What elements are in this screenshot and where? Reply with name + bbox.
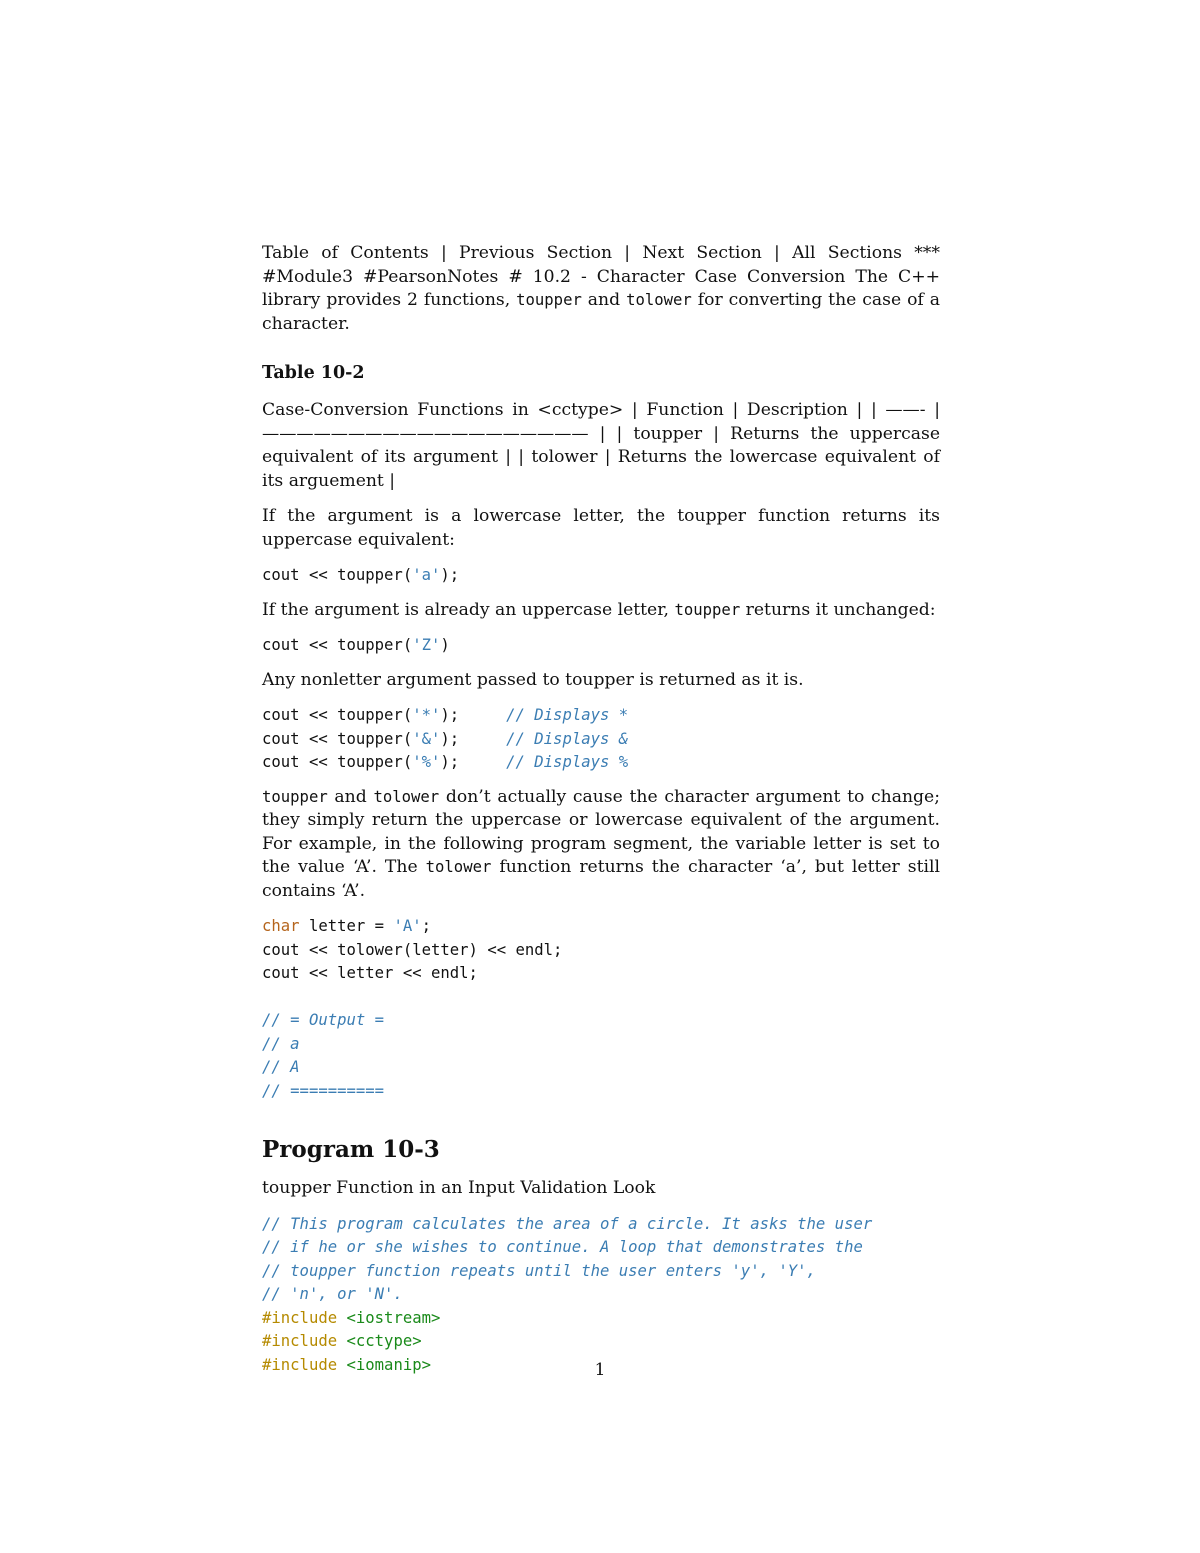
inline-code-tolower: tolower <box>373 787 440 806</box>
code-comment: // ========== <box>262 1081 385 1100</box>
paragraph-change: toupper and tolower don’t actually cause the character argument to change; they simply return the uppercase or lowercase equivalent of the argument. For example, in the following program segment, the variable letter is set to the value ‘A’. The tolower function returns the character ‘a’, but letter still contains ‘A’. <box>262 786 941 901</box>
paragraph-uppercase: If the argument is already an uppercase letter, toupper returns it unchanged: <box>262 599 936 620</box>
inline-code-tolower: tolower <box>626 291 692 309</box>
paragraph-nonletter: Any nonletter argument passed to toupper is returned as it is. <box>262 669 804 690</box>
program-caption: toupper Function in an Input Validation Look <box>262 1178 656 1198</box>
code-line: cout << letter << endl; <box>262 964 478 982</box>
table-heading: Table 10-2 <box>262 363 365 383</box>
paragraph-lowercase: If the argument is a lowercase letter, the toupper function returns its uppercase equivalent: <box>262 506 940 550</box>
code-comment: // A <box>262 1058 300 1076</box>
code-comment: // = Output = <box>262 1011 385 1029</box>
code-include: #include <cctype> <box>262 1332 422 1350</box>
code-block-4 <box>262 915 940 1103</box>
inline-code-toupper: toupper <box>516 291 582 309</box>
code-block-2 <box>262 634 940 658</box>
code-include: #include <iomanip> <box>262 1355 431 1374</box>
table-text: Case-Conversion Functions in <cctype> | Function | Description | | ——- | ——————————————————— | | toupper | Returns the uppercase equivalent of its argument | | tolower | Returns the lowercase equivalent of its arguement | <box>262 400 940 491</box>
code-comment: // 'n', or 'N'. <box>262 1285 403 1303</box>
code-comment: // if he or she wishes to continue. A loop that demonstrates the <box>262 1238 863 1256</box>
code-comment: // a <box>262 1034 300 1053</box>
inline-code-tolower: tolower <box>425 858 492 876</box>
code-line: char letter = 'A'; <box>262 917 432 935</box>
program-heading: Program 10-3 <box>262 1136 440 1163</box>
page-number: 1 <box>594 1360 606 1380</box>
intro-paragraph: Table of Contents | Previous Section | Next Section | All Sections *** #Module3 #PearsonNotes # 10.2 - Character Case Conversion The C++ library provides 2 functions, toupper and tolower for converting the case of a character. <box>262 243 940 334</box>
code-line: cout << toupper('&'); // Displays & <box>262 729 629 748</box>
code-line-blank <box>262 986 940 1010</box>
code-block-3 <box>262 704 940 775</box>
code-line: cout << toupper('Z') <box>262 636 450 654</box>
code-line: cout << toupper('%'); // Displays % <box>262 753 629 771</box>
code-line: cout << tolower(letter) << endl; <box>262 940 563 959</box>
code-line: cout << toupper('*'); // Displays * <box>262 706 629 724</box>
code-comment: // This program calculates the area of a circle. It asks the user <box>262 1214 873 1233</box>
code-block-1 <box>262 564 940 588</box>
inline-code-toupper: toupper <box>674 600 741 619</box>
inline-code-toupper: toupper <box>262 787 328 806</box>
code-block-5 <box>262 1213 940 1378</box>
code-comment: // toupper function repeats until the user enters 'y', 'Y', <box>262 1261 816 1280</box>
code-line: cout << toupper('a'); <box>262 566 460 584</box>
code-include: #include <iostream> <box>262 1308 441 1327</box>
document-page <box>262 242 940 1388</box>
